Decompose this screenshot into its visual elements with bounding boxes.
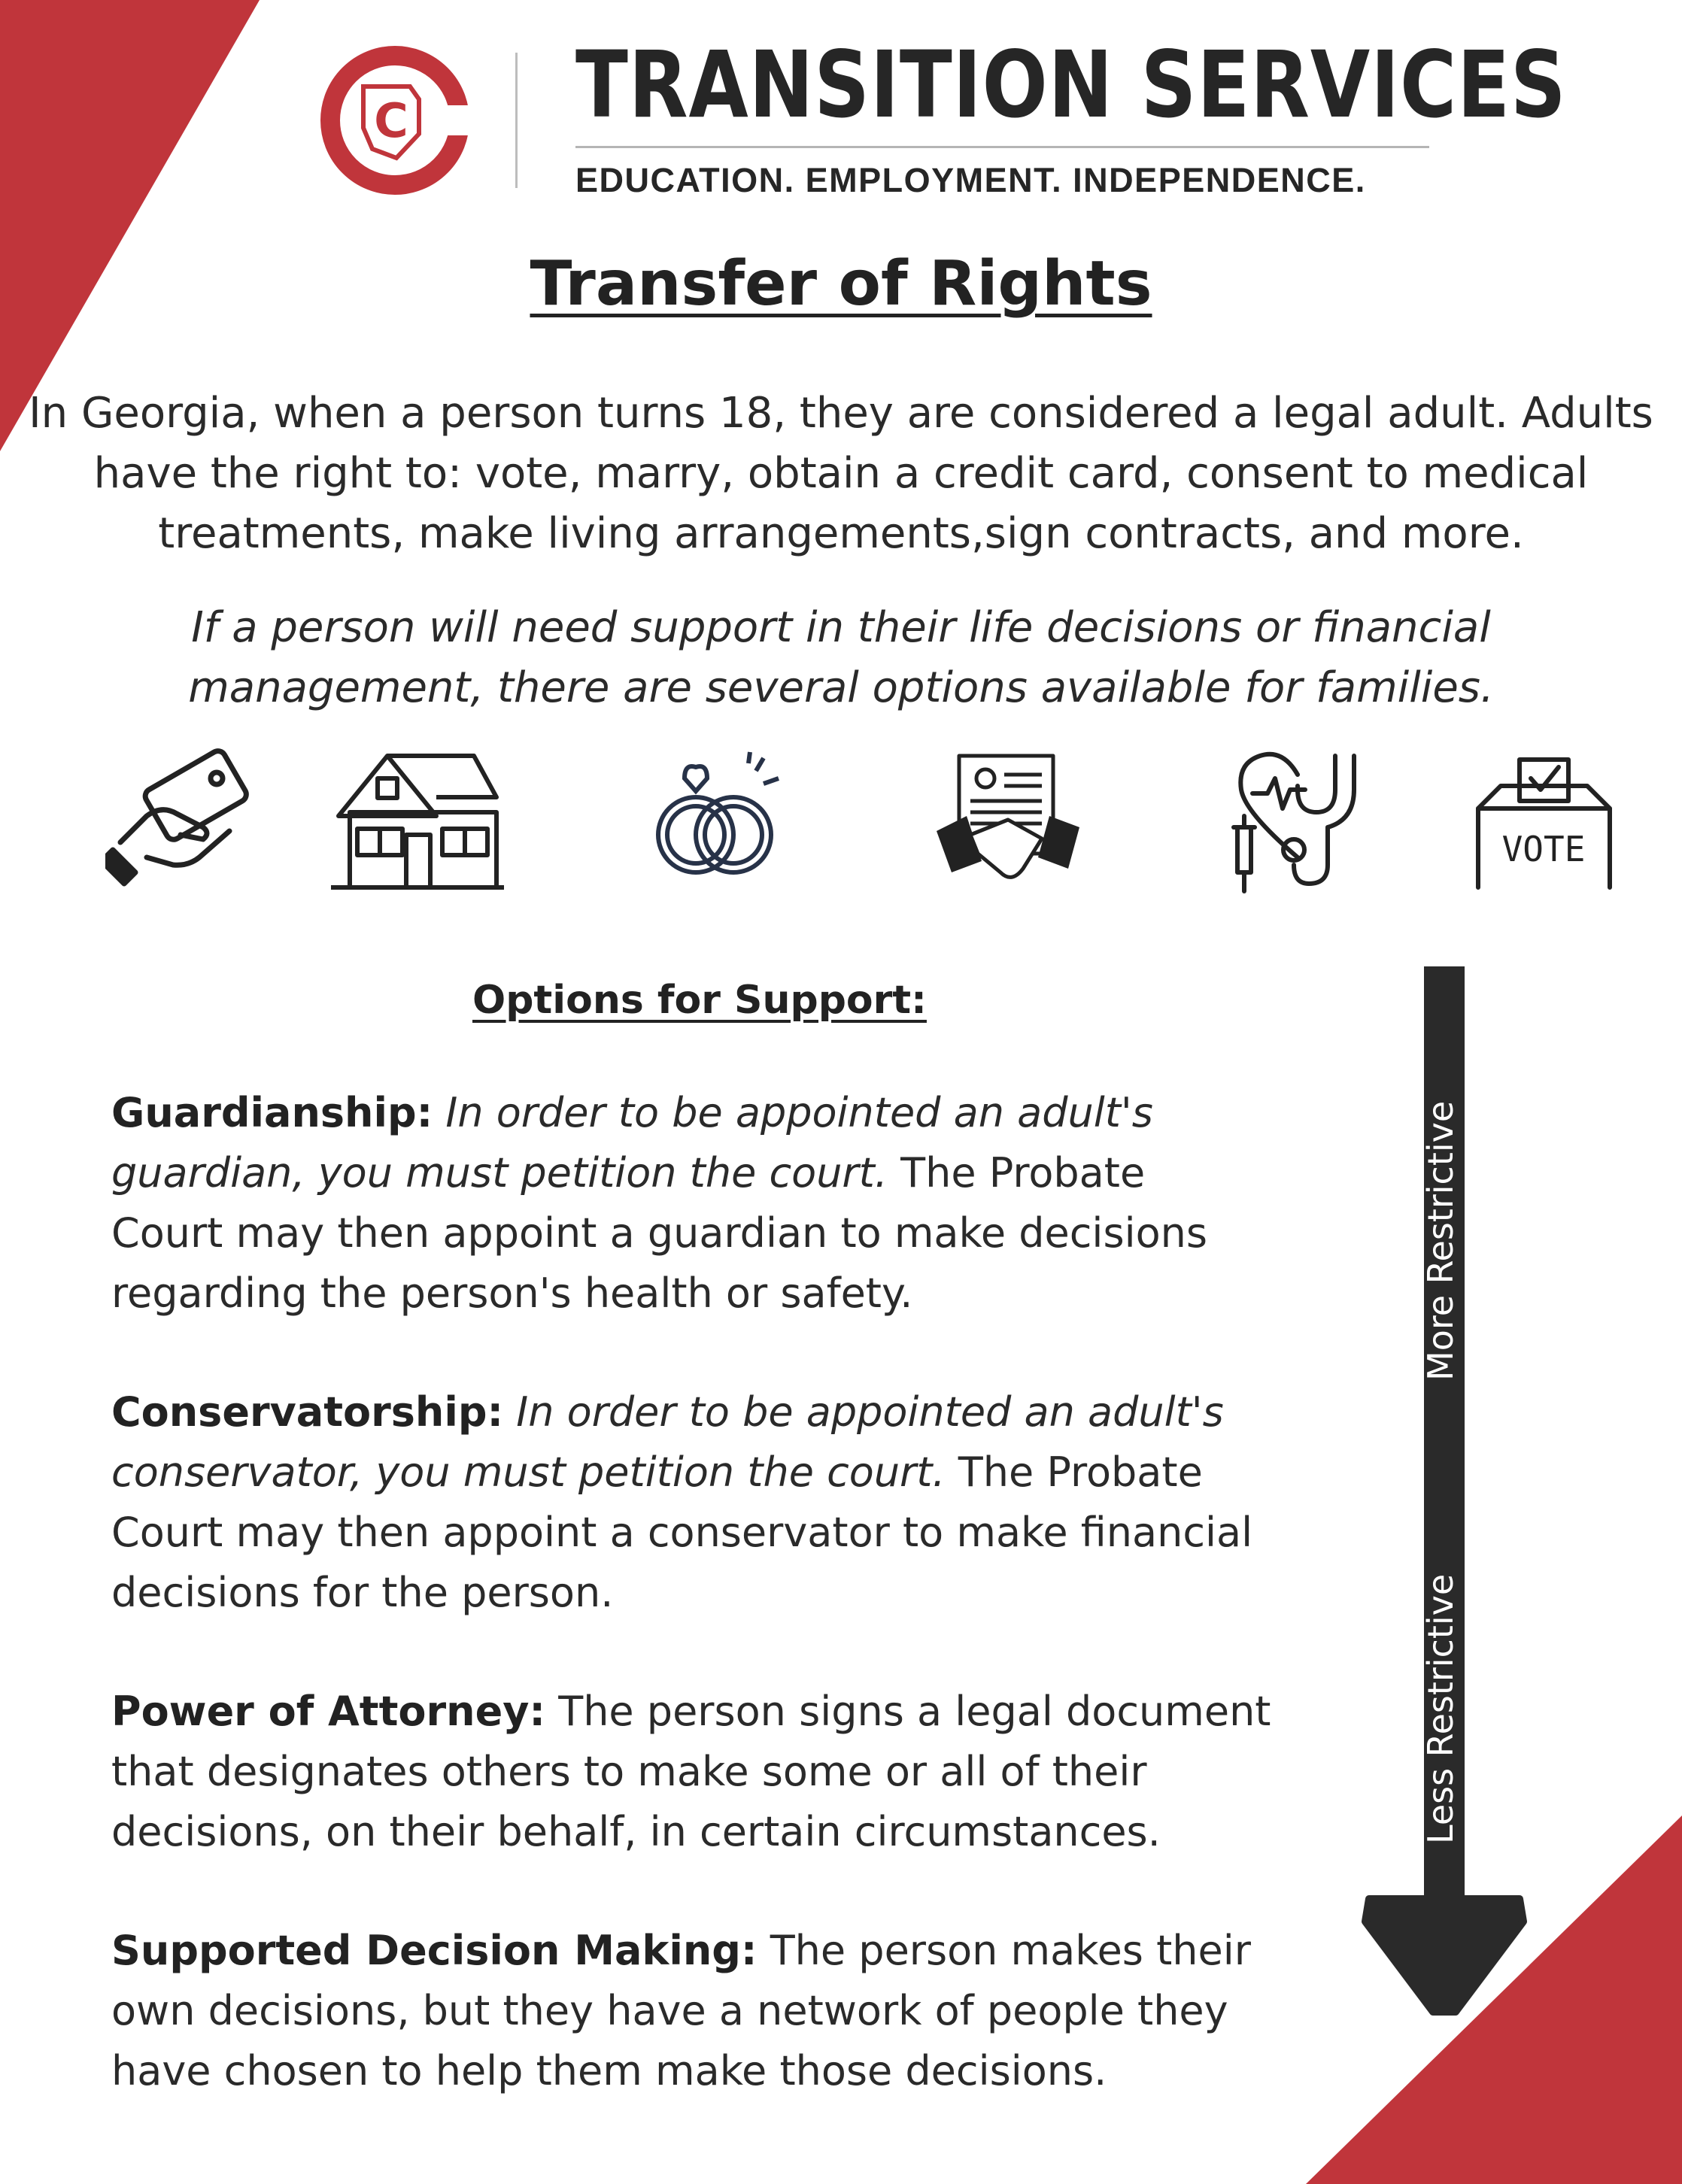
option-text: Court may then appoint a conservator to make financial [111,1509,1253,1556]
option-text: The Probate [900,1149,1146,1197]
brand-title: TRANSITION SERVICES [575,32,1567,138]
intro-line: have the right to: vote, marry, obtain a credit card, consent to medical [93,449,1589,498]
wedding-rings-icon [643,745,794,895]
option-term: Guardianship: [111,1089,433,1136]
county-c-logo-icon [320,45,470,196]
intro-line: treatments, make living arrangements,sign contracts, and more. [158,509,1524,558]
intro-italic-line: If a person will need support in their life decisions or financial [191,603,1491,652]
option-italic: In order to be appointed an adult's [445,1089,1153,1136]
ballot-box-icon [1474,745,1614,895]
house-icon [331,745,504,895]
option-text: regarding the person's health or safety. [111,1269,913,1317]
page-title-text: Transfer of Rights [530,248,1152,320]
option-text: decisions, on their behalf, in certain circumstances. [111,1808,1161,1855]
option-italic: In order to be appointed an adult's [516,1388,1224,1436]
intro-line: In Georgia, when a person turns 18, they are considered a legal adult. Adults [29,389,1653,438]
intro-paragraph [23,384,1659,564]
brand-rule [575,146,1429,148]
option-text: that designates others to make some or all of their [111,1748,1147,1795]
option-term: Supported Decision Making: [111,1927,758,1974]
contract-handshake-icon [937,745,1079,895]
option-conservatorship [111,1382,1315,1623]
option-term: Power of Attorney: [111,1688,546,1735]
less-restrictive-label: Less Restrictive [1420,1573,1461,1844]
option-text: The Probate [958,1448,1203,1496]
options-heading: Options for Support: [472,978,927,1023]
option-italic: conservator, you must petition the court. [111,1448,946,1496]
option-text: The person signs a legal document [558,1688,1271,1735]
svg-text:C: C [374,93,408,148]
option-supported-decision-making [111,1921,1315,2101]
option-power-of-attorney [111,1682,1315,1862]
page-title [0,248,1682,320]
option-text: Court may then appoint a guardian to make decisions [111,1209,1207,1257]
medical-stethoscope-icon [1222,745,1373,895]
option-text: own decisions, but they have a network of people they [111,1987,1228,2034]
option-italic: guardian, you must petition the court. [111,1149,888,1197]
intro-italic-paragraph [135,598,1547,718]
header-divider [515,53,518,188]
option-text: decisions for the person. [111,1569,614,1616]
brand-tagline: EDUCATION. EMPLOYMENT. INDEPENDENCE. [575,161,1366,199]
credit-card-hand-icon [105,745,256,895]
more-restrictive-label: More Restrictive [1420,1100,1461,1381]
option-text: The person makes their [770,1927,1251,1974]
option-term: Conservatorship: [111,1388,504,1436]
intro-italic-line: management, there are several options available for families. [188,663,1494,712]
option-guardianship [111,1083,1315,1324]
vote-label: VOTE [1501,829,1586,869]
option-text: have chosen to help them make those decisions. [111,2047,1107,2095]
